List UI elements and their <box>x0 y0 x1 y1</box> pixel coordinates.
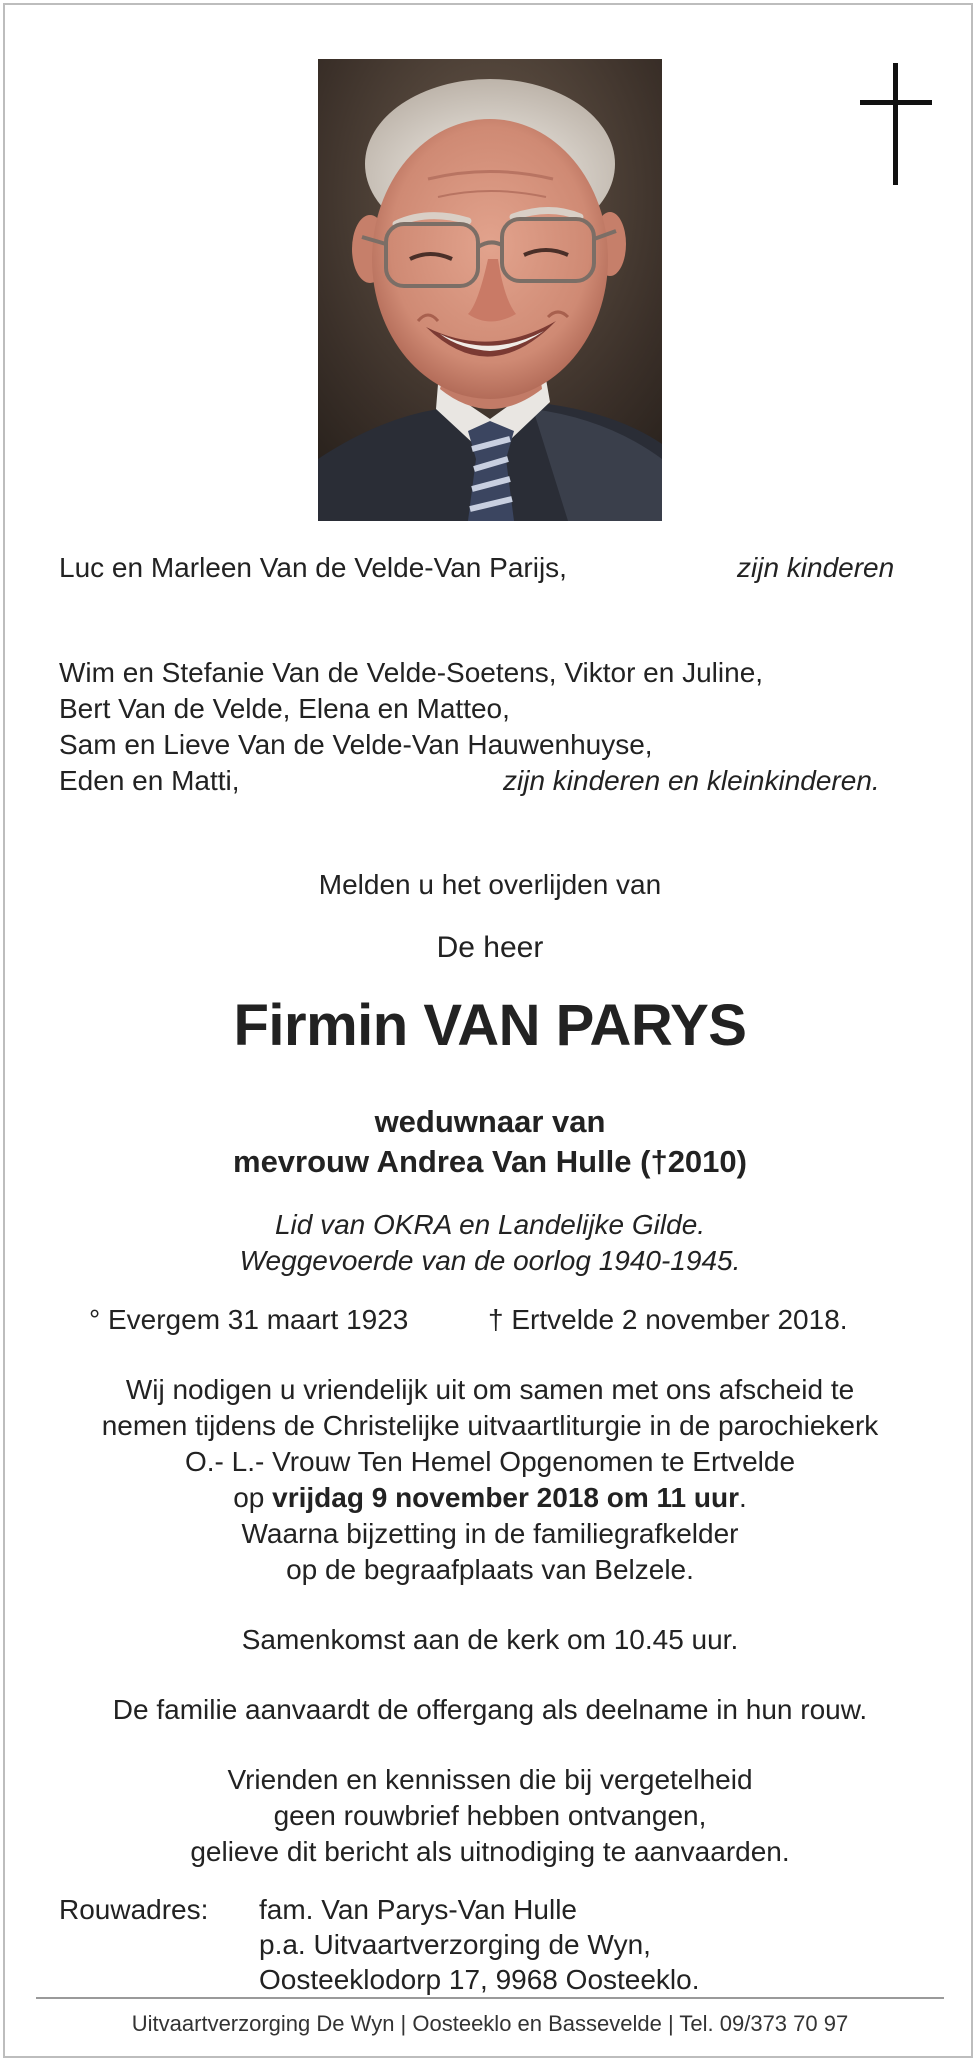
ceremony-date <box>0 1480 980 1516</box>
widower-line-1: weduwnaar van <box>374 1104 606 1139</box>
birth-info: ° Evergem 31 maart 1923 <box>89 1304 409 1335</box>
grandchildren-last-line: Eden en Matti, <box>59 765 240 796</box>
footer-text: Uitvaartverzorging De Wyn | Oosteeklo en Bassevelde | Tel. 09/373 70 97 <box>131 2011 849 2036</box>
grandchildren-line: Bert Van de Velde, Elena en Matteo, <box>59 693 510 724</box>
children-names: Luc en Marleen Van de Velde-Van Parijs, <box>59 552 567 583</box>
children-role: zijn kinderen <box>737 552 895 583</box>
membership-line-2: Weggevoerde van de oorlog 1940-1945. <box>239 1245 741 1276</box>
widower-line-2: mevrouw Andrea Van Hulle (†2010) <box>233 1144 747 1179</box>
burial-line: Waarna bijzetting in de familiegrafkelder <box>241 1518 739 1549</box>
latin-cross-icon <box>860 63 932 185</box>
grandchildren-line: Sam en Lieve Van de Velde-Van Hauwenhuyse, <box>59 729 653 760</box>
salutation: De heer <box>436 931 544 964</box>
membership-line-1: Lid van OKRA en Landelijke Gilde. <box>274 1209 706 1240</box>
grandchildren-line: Wim en Stefanie Van de Velde-Soetens, Viktor en Juline, <box>59 657 764 688</box>
address-line: p.a. Uitvaartverzorging de Wyn, <box>259 1929 651 1960</box>
notice-line: geen rouwbrief hebben ontvangen, <box>273 1800 707 1831</box>
ceremony-line: nemen tijdens de Christelijke uitvaartliturgie in de parochiekerk <box>101 1410 879 1441</box>
portrait-photo <box>318 59 662 521</box>
ceremony-date-bold: vrijdag 9 november 2018 om 11 uur <box>272 1482 740 1513</box>
offering-info: De familie aanvaardt de offergang als deelname in hun rouw. <box>112 1694 868 1725</box>
deceased-name: Firmin VAN PARYS <box>233 993 747 1058</box>
address-line: fam. Van Parys-Van Hulle <box>259 1894 577 1925</box>
notice-line: Vrienden en kennissen die bij vergetelheid <box>227 1764 753 1795</box>
ceremony-line: O.- L.- Vrouw Ten Hemel Opgenomen te Ertvelde <box>184 1446 796 1477</box>
announcement-intro: Melden u het overlijden van <box>318 869 662 900</box>
footer-divider <box>36 1997 944 1999</box>
gathering-info: Samenkomst aan de kerk om 10.45 uur. <box>241 1624 739 1655</box>
address-line: Oosteeklodorp 17, 9968 Oosteeklo. <box>259 1964 700 1995</box>
grandchildren-role: zijn kinderen en kleinkinderen. <box>503 765 880 796</box>
death-info: † Ertvelde 2 november 2018. <box>488 1304 848 1335</box>
address-label: Rouwadres: <box>59 1894 209 1925</box>
ceremony-line: Wij nodigen u vriendelijk uit om samen met ons afscheid te <box>125 1374 855 1405</box>
burial-line: op de begraafplaats van Belzele. <box>286 1554 694 1585</box>
notice-line: gelieve dit bericht als uitnodiging te aanvaarden. <box>190 1836 790 1867</box>
ceremony-date-suffix: . <box>739 1482 747 1513</box>
ceremony-date-prefix: op <box>233 1482 273 1513</box>
